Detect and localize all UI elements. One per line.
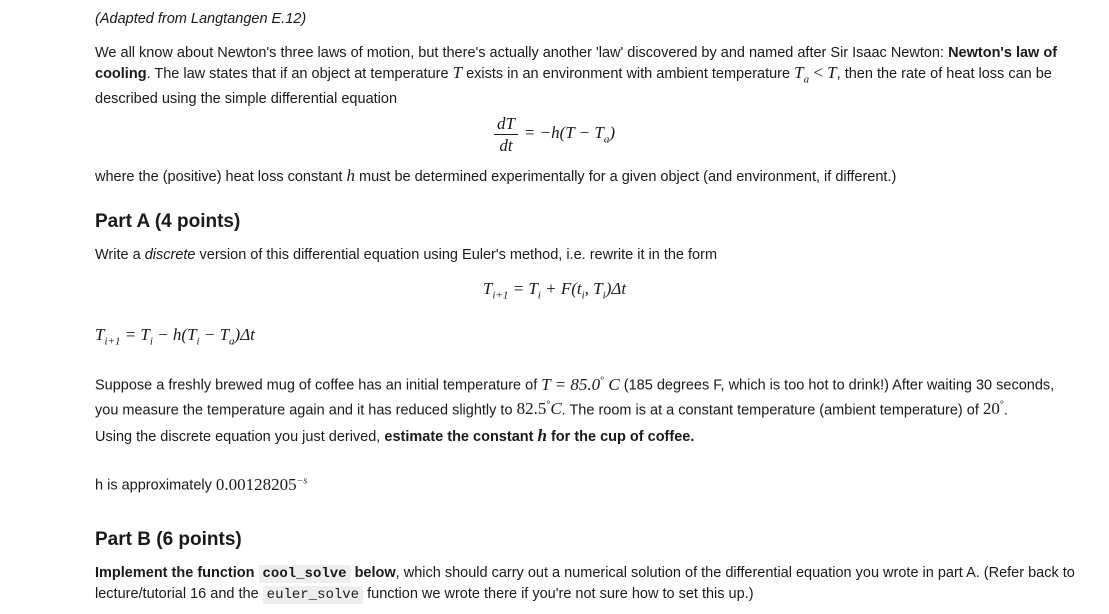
coffee-text-1: Suppose a freshly brewed mug of coffee has an initial temperature of <box>95 377 542 394</box>
estimate-text-1: Using the discrete equation you just derived, <box>95 429 385 445</box>
part-a-instructions <box>95 245 1075 265</box>
symbol-less-than: < <box>809 63 828 82</box>
cooling-equation <box>0 114 1109 155</box>
ans-b-sub: i <box>149 335 153 348</box>
degree-sign-1: ° <box>600 375 605 386</box>
symbol-Ta <box>794 63 837 86</box>
fraction-numerator: dT <box>494 114 518 135</box>
cooling-equation-math <box>494 114 616 155</box>
eq2-c-sub: i <box>581 289 585 302</box>
cool-solve-code: cool_solve <box>259 565 351 583</box>
symbol-Ta-base: T <box>794 63 804 82</box>
eq2-c: + F(t <box>540 279 582 298</box>
euler-form-math <box>482 279 627 302</box>
symbol-T: T <box>452 63 463 82</box>
coffee-math-1-unit: C <box>604 374 620 394</box>
coffee-text-3: . The room is at a constant temperature (ambient temperature) of <box>561 402 983 419</box>
part-a-text-2: version of this differential equation using Euler's method, i.e. rewrite it in the form <box>195 247 718 263</box>
constant-text-2: must be determined experimentally for a given object (and environment, if different.) <box>354 169 897 185</box>
answer-math <box>95 325 255 348</box>
h-answer-value: 0.00128205 <box>215 474 297 494</box>
eq2-b-sub: i <box>537 289 541 302</box>
part-b-bold-2: below <box>350 565 396 581</box>
symbol-h-bold: h <box>537 426 547 445</box>
coffee-math-1-value: T = 85.0 <box>541 374 601 394</box>
part-a-answer-equation <box>95 325 255 347</box>
part-b-instructions <box>95 563 1075 605</box>
part-b-heading: Part B (6 points) <box>95 529 242 550</box>
ans-d: − T <box>199 325 230 344</box>
part-a-text-1: Write a <box>95 247 145 263</box>
ans-e: )Δt <box>234 325 255 344</box>
ans-c-sub: i <box>196 335 200 348</box>
estimate-paragraph <box>95 426 1075 447</box>
part-a-heading: Part A (4 points) <box>95 211 241 232</box>
coffee-text-2: (185 degrees F, which is too hot to drink!) After waiting 30 seconds, you measure the temperature again and it has reduced slightly to <box>95 377 1055 419</box>
equation-rhs: = −h(T − T <box>523 123 604 143</box>
derivative-fraction <box>494 114 518 155</box>
eq2-b: = T <box>508 279 538 298</box>
constant-text-1: where the (positive) heat loss constant <box>95 169 347 185</box>
intro-text-1: We all know about Newton's three laws of motion, but there's actually another 'law' discovered by and named after Sir Isaac Newton: <box>95 45 949 61</box>
ans-b: = T <box>120 325 150 344</box>
euler-solve-code: euler_solve <box>263 586 363 604</box>
source-note: (Adapted from Langtangen E.12) <box>95 11 307 27</box>
symbol-Ta-sub: a <box>803 73 810 86</box>
constant-paragraph <box>95 166 1075 187</box>
h-answer <box>95 471 1075 496</box>
eq2-e: )Δt <box>605 279 627 298</box>
fraction-denominator: dt <box>499 136 513 155</box>
coffee-math-2-value: 82.5 <box>516 399 547 419</box>
symbol-T-2: T <box>827 63 837 82</box>
degree-sign-3: ° <box>999 399 1004 411</box>
part-b-text-1: , which should carry out a numerical solution of the differential equation you wrote in part A. (Refer back to lecture/tutorial 16 and the <box>95 565 1075 602</box>
coffee-paragraph <box>95 371 1075 420</box>
coffee-math-3 <box>983 399 1004 418</box>
coffee-math-1 <box>541 375 619 394</box>
discrete-emphasis: discrete <box>144 247 196 263</box>
ans-c: − h(T <box>152 325 197 344</box>
eq2-d: , T <box>584 279 603 298</box>
estimate-bold-2: for the cup of coffee. <box>546 429 695 445</box>
estimate-bold-1: estimate the constant <box>384 429 538 445</box>
intro-paragraph <box>95 43 1075 109</box>
euler-form-equation <box>0 279 1109 301</box>
coffee-math-2-unit: C <box>550 399 562 419</box>
ans-a: T <box>95 325 105 344</box>
ans-d-sub: a <box>229 335 235 348</box>
h-answer-math <box>216 475 307 494</box>
newtons-law-of-cooling-bold: Newton's law of cooling <box>95 45 1058 82</box>
h-answer-text: h is approximately <box>95 477 216 494</box>
degree-sign-2: ° <box>546 399 551 411</box>
h-answer-unit: −s <box>296 475 308 486</box>
coffee-text-4: . <box>1003 402 1008 419</box>
eq2-d-sub: i <box>602 289 606 302</box>
part-b-text-2: function we wrote there if you're not sure how to set this up.) <box>363 586 754 602</box>
part-b-bold-1: Implement the function <box>95 565 259 581</box>
equation-rhs-close: ) <box>609 123 616 143</box>
intro-text-2: . The law states that if an object at temperature <box>146 66 453 82</box>
coffee-math-3-value: 20 <box>982 399 1000 419</box>
equation-rhs-sub: a <box>603 133 610 146</box>
eq2-a-sub: i+1 <box>492 289 509 302</box>
intro-text-4: , then the rate of heat loss can be described using the simple differential equation <box>95 66 1052 108</box>
intro-text-3: exists in an environment with ambient temperature <box>462 66 795 82</box>
eq2-a: T <box>482 279 493 298</box>
ans-a-sub: i+1 <box>104 335 121 348</box>
coffee-math-2 <box>517 399 562 418</box>
symbol-h: h <box>346 166 355 185</box>
